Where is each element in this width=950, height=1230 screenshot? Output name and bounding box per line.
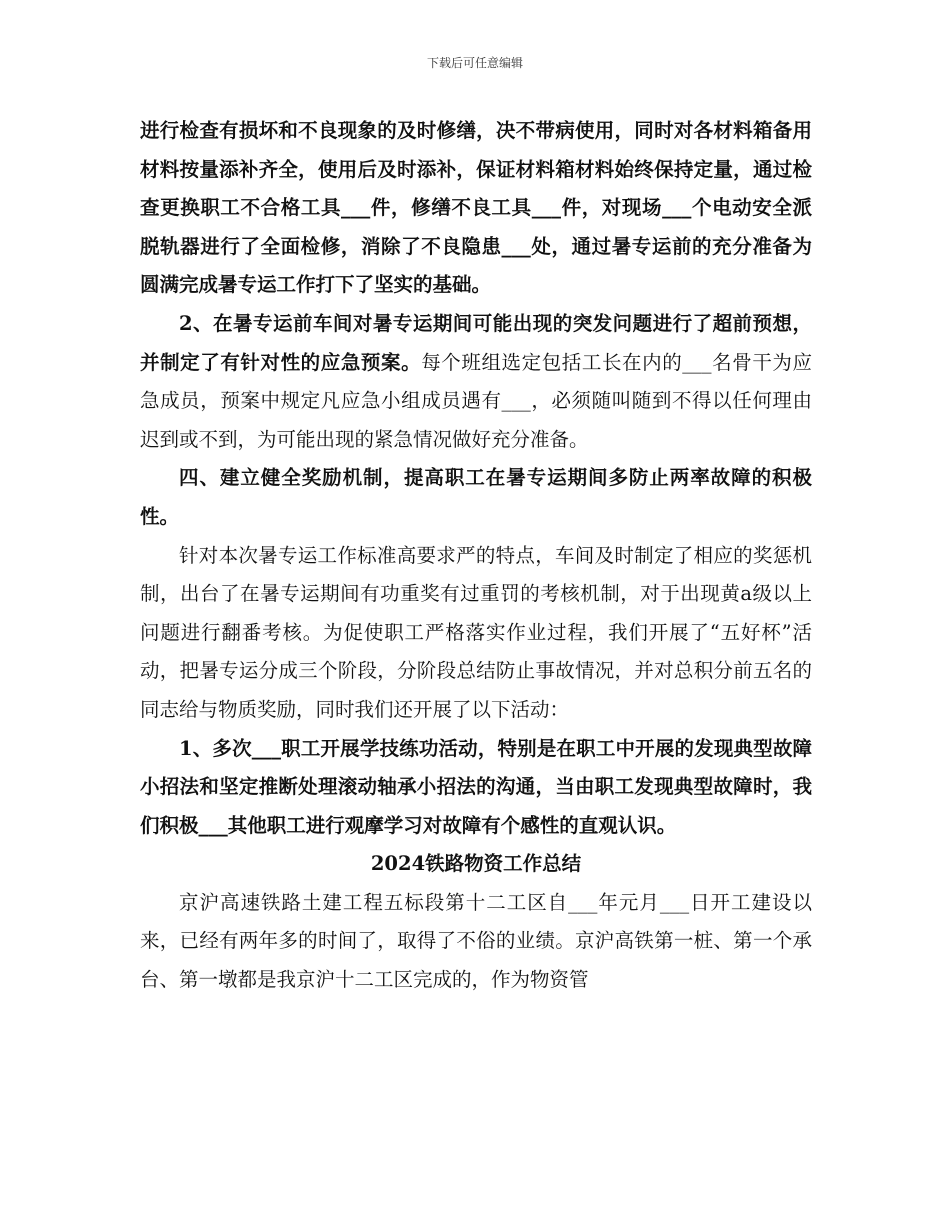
paragraph-emergency-plan <box>140 305 812 459</box>
paragraph-incentive: 针对本次暑专运工作标准高要求严的特点，车间及时制定了相应的奖惩机制，出台了在暑专运期间有功重奖有过重罚的考核机制，对于出现黄a级以上问题进行翻番考核。为促使职工严格落实作业过程，我们开展了“五好杯”活动，把暑专运分成三个阶段，分阶段总结防止事故情况，并对总积分前五名的同志给与物质奖励，同时我们还开展了以下活动： <box>140 543 812 721</box>
emergency-plan-text: 每个班组选定包括工长在内的___名骨干为应急成员，预案中规定凡应急小组成员遇有___，必须随叫随到不得以任何理由迟到或不到，为可能出现的紧急情况做好充分准备。 <box>140 350 812 451</box>
emergency-plan-heading: 2、在暑专运前车间对暑专运期间可能出现的突发问题进行了超前预想，并制定了有针对性的应急预案。 <box>140 311 812 374</box>
section-heading-incentive: 四、建立健全奖励机制，提高职工在暑专运期间多防止两率故障的积极性。 <box>140 466 812 528</box>
document-body <box>140 112 812 1000</box>
paragraph-skills-training: 1、多次___职工开展学技练功活动，特别是在职工中开展的发现典型故障小招法和坚定推断处理滚动轴承小招法的沟通，当由职工发现典型故障时，我们积极___其他职工进行观摩学习对故障有个感性的直观认识。 <box>140 736 812 837</box>
summary-title: 2024铁路物资工作总结 <box>370 852 582 876</box>
paragraph-materials-summary: 京沪高速铁路土建工程五标段第十二工区自___年元月___日开工建设以来，已经有两年多的时间了，取得了不俗的业绩。京沪高铁第一桩、第一个承台、第一墩都是我京沪十二工区完成的，作为物资管 <box>140 890 812 992</box>
paragraph-inspection: 进行检查有损坏和不良现象的及时修缮，决不带病使用，同时对各材料箱备用材料按量添补齐全，使用后及时添补，保证材料箱材料始终保持定量，通过检查更换职工不合格工具___件，修缮不良工具___件，对现场___个电动安全派脱轨器进行了全面检修，消除了不良隐患___处，通过暑专运前的充分准备为圆满完成暑专运工作打下了坚实的基础。 <box>140 119 812 297</box>
header-note: 下载后可任意编辑 <box>426 56 523 70</box>
